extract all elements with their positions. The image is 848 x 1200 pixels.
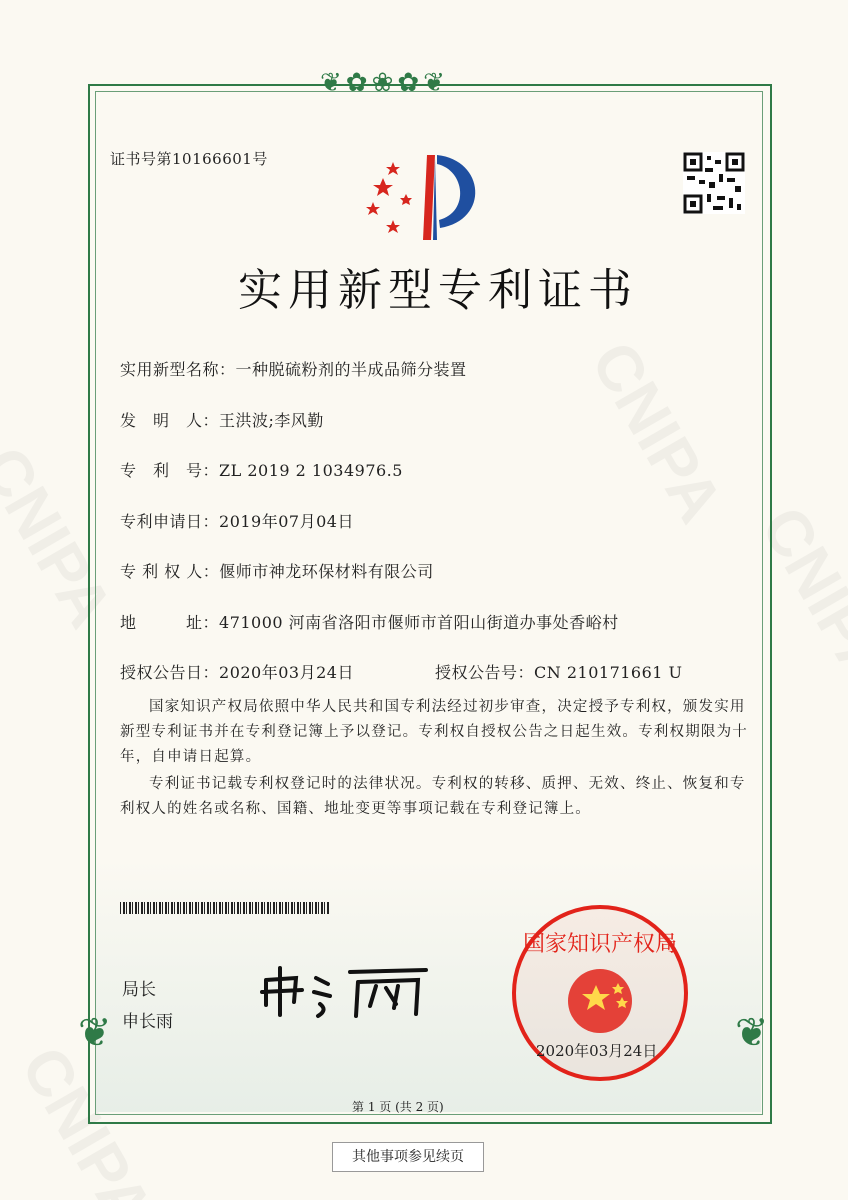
field-address: 地 址：471000 河南省洛阳市偃师市首阳山街道办事处香峪村 [120,613,619,632]
field-application-date: 专利申请日：2019年07月04日 [120,512,354,531]
field-patent-number: 专 利 号：ZL 2019 2 1034976.5 [120,461,403,480]
seal-text: 国家知识产权局 [522,932,677,957]
paragraph-legal-status: 专利证书记载专利权登记时的法律状况。专利权的转移、质押、无效、终止、恢复和专利权人的姓名或名称、国籍、地址变更等事项记载在专利登记簿上。 [120,776,746,817]
field-utility-name: 实用新型名称：一种脱硫粉剂的半成品筛分装置 [120,360,467,379]
barcode [120,902,330,914]
signatory-title: 局长 [122,980,156,1000]
field-grant-date: 授权公告日：2020年03月24日 [120,663,354,682]
certificate-number: 证书号第10166601号 [110,150,268,168]
signature [258,960,438,1020]
field-inventor: 发 明 人：王洪波;李风勤 [120,411,324,430]
seal-date: 2020年03月24日 [536,1042,658,1060]
continuation-note: 其他事项参见续页 [332,1142,484,1172]
field-patentee: 专 利 权 人：偃师市神龙环保材料有限公司 [120,562,434,581]
ornament-corner-icon: ❦ [78,1010,112,1056]
cnipa-logo [365,150,490,245]
signatory-name: 申长雨 [122,1012,173,1032]
field-grant-number: 授权公告号：CN 210171661 U [435,663,683,682]
ornament-corner-icon: ❦ [735,1010,769,1056]
ornament-top-icon: ❦✿❀✿❦ [320,68,449,98]
page-indicator: 第 1 页 (共 2 页) [352,1100,444,1114]
paragraph-grant: 国家知识产权局依照中华人民共和国专利法经过初步审查，决定授予专利权，颁发实用新型专利证书并在专利登记簿上予以登记。专利权自授权公告之日起生效。专利权期限为十年，自申请日起算。 [120,699,748,765]
page-title: 实用新型专利证书 [238,265,638,316]
qr-code [683,152,745,214]
